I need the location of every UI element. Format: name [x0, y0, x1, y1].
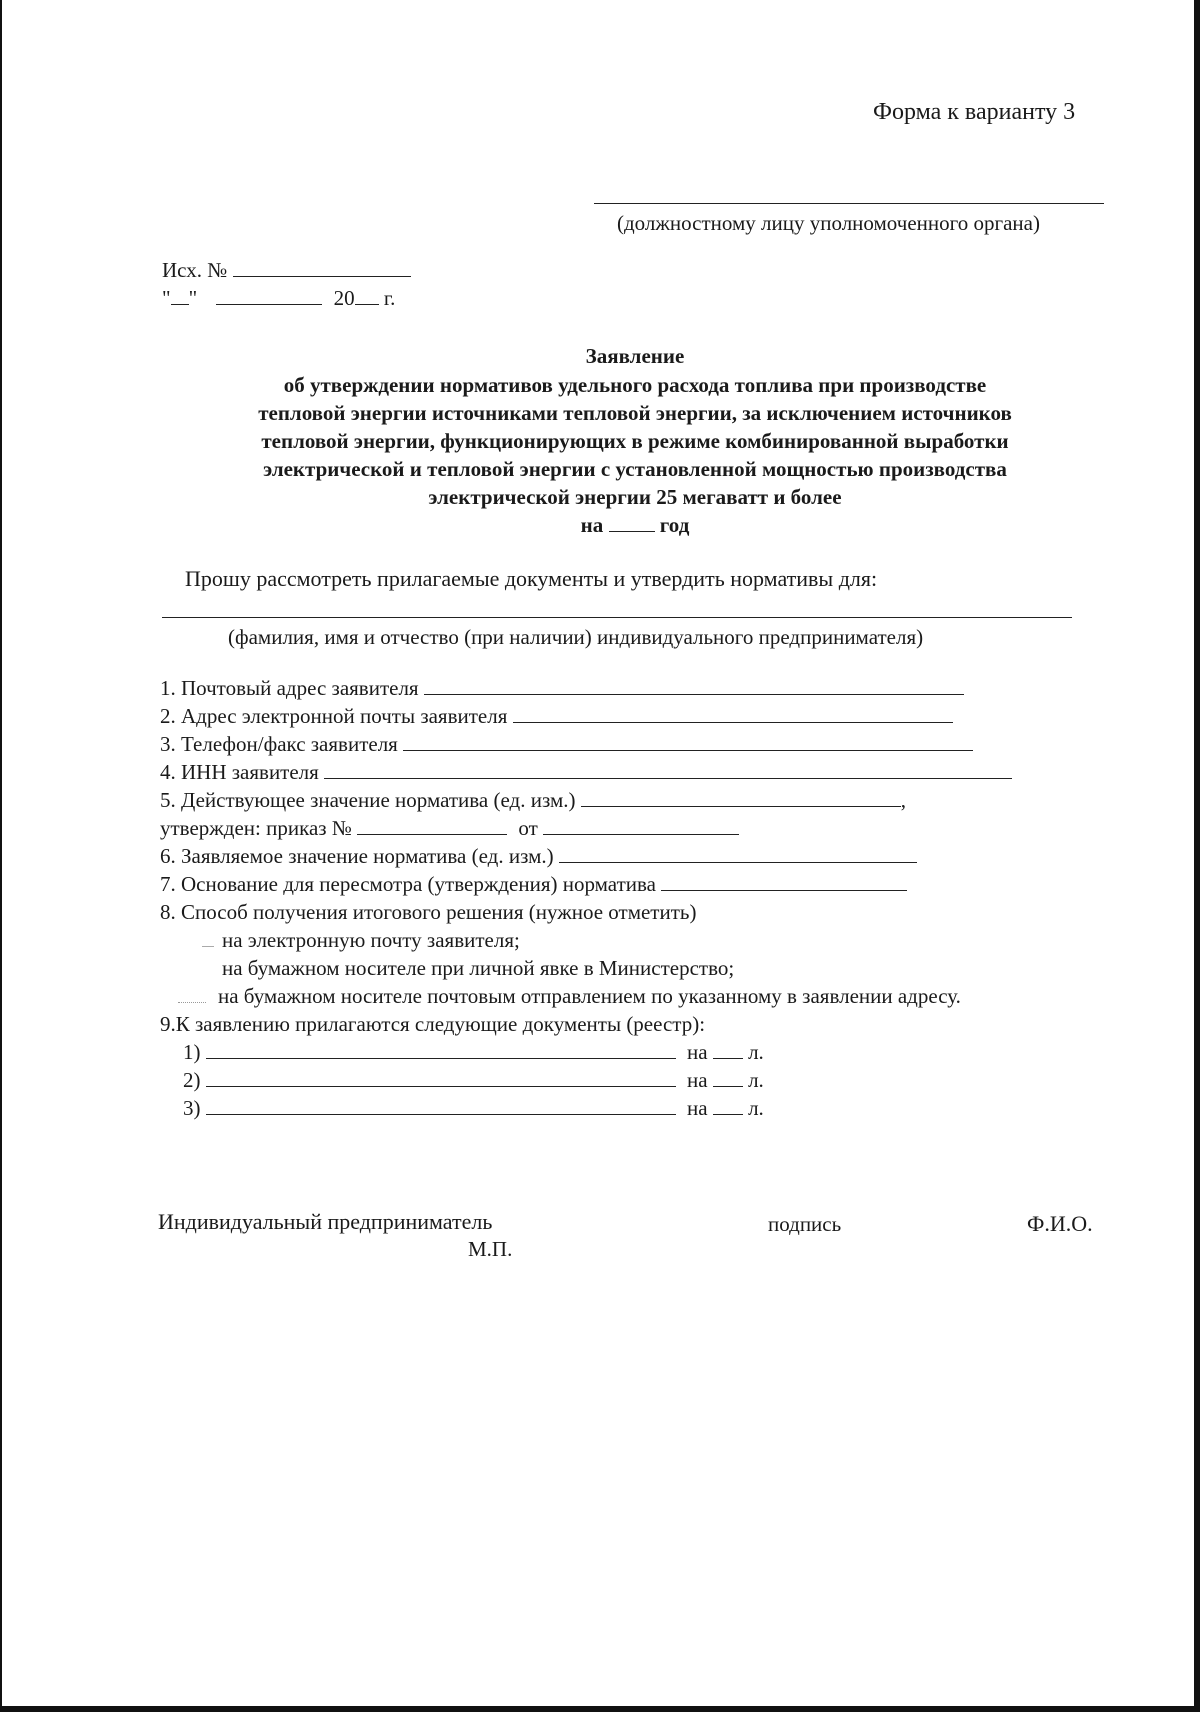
item-4-label: 4. ИНН заявителя: [160, 760, 319, 784]
item-email: [160, 704, 953, 728]
doc-number: 1): [183, 1040, 201, 1064]
signature-entrepreneur: Индивидуальный предприниматель: [158, 1209, 493, 1234]
scan-border-bottom: [0, 1706, 1200, 1712]
date-month-field[interactable]: [216, 286, 322, 305]
item-phone: [160, 732, 973, 756]
item-5-label: 5. Действующее значение норматива (ед. изм.): [160, 788, 576, 812]
title-year-field[interactable]: [609, 513, 655, 532]
doc-pages-suffix: л.: [748, 1040, 764, 1064]
basis-field[interactable]: [661, 872, 907, 891]
option-in-person-checkbox[interactable]: [202, 962, 214, 975]
option-post-label: на бумажном носителе почтовым отправлением по указанному в заявлении адресу.: [218, 984, 961, 1008]
item-current-norm: [160, 788, 906, 812]
option-post[interactable]: [178, 984, 961, 1008]
option-email-label: на электронную почту заявителя;: [222, 928, 520, 952]
date-year-suffix: г.: [383, 286, 396, 310]
item-inn: [160, 760, 1012, 784]
title-year-line: [150, 512, 1120, 539]
doc-name-field[interactable]: [206, 1068, 676, 1087]
request-text: Прошу рассмотреть прилагаемые документы и утвердить нормативы для:: [185, 566, 878, 591]
addressee-caption: (должностному лицу уполномоченного органа): [617, 211, 1040, 235]
scan-border-right: [1194, 0, 1200, 1712]
option-email-checkbox[interactable]: [202, 934, 214, 947]
doc-pages-field[interactable]: [713, 1068, 743, 1087]
phone-field[interactable]: [403, 732, 973, 751]
postal-address-field[interactable]: [424, 676, 964, 695]
date-quote-open: ": [162, 286, 171, 310]
doc-row: [183, 1040, 764, 1064]
option-in-person-label: на бумажном носителе при личной явке в Министерство;: [222, 956, 735, 980]
current-norm-field[interactable]: [581, 788, 901, 807]
signature-fio: Ф.И.О.: [1027, 1211, 1093, 1236]
doc-pages-suffix: л.: [748, 1096, 764, 1120]
item-7-label: 7. Основание для пересмотра (утверждения) норматива: [160, 872, 656, 896]
item-6-label: 6. Заявляемое значение норматива (ед. изм.): [160, 844, 554, 868]
doc-row: [183, 1068, 764, 1092]
doc-pages-prefix: на: [687, 1040, 708, 1064]
order-number-field[interactable]: [357, 816, 507, 835]
email-field[interactable]: [513, 704, 953, 723]
doc-number: 2): [183, 1068, 201, 1092]
title-year-suffix: год: [659, 513, 690, 537]
declared-norm-field[interactable]: [559, 844, 917, 863]
date-year-field[interactable]: [355, 286, 379, 305]
item-declared-norm: [160, 844, 917, 868]
title-line-3: тепловой энергии, функционирующих в режиме комбинированной выработки: [261, 429, 1009, 453]
item-3-label: 3. Телефон/факс заявителя: [160, 732, 398, 756]
title-line-5: электрической энергии 25 мегаватт и более: [428, 485, 842, 509]
outgoing-number-field[interactable]: [233, 258, 411, 277]
item-basis: [160, 872, 907, 896]
item-order: [160, 816, 739, 840]
outgoing-number: [162, 258, 411, 282]
title-year-prefix: на: [580, 513, 604, 537]
item-documents: 9.К заявлению прилагаются следующие документы (реестр):: [160, 1012, 706, 1036]
doc-pages-suffix: л.: [748, 1068, 764, 1092]
doc-name-field[interactable]: [206, 1040, 676, 1059]
scan-border-left: [0, 0, 2, 1712]
title-line-2: тепловой энергии источниками тепловой энергии, за исключением источников: [258, 401, 1012, 425]
date-day-field[interactable]: [171, 286, 189, 305]
entrepreneur-name-line[interactable]: [162, 617, 1072, 618]
date-year-prefix: 20: [333, 286, 355, 310]
signature-sign: подпись: [768, 1212, 842, 1236]
outgoing-number-label: Исх. №: [162, 258, 228, 282]
signature-stamp: М.П.: [468, 1237, 513, 1261]
option-email[interactable]: [202, 928, 520, 952]
title-line-4: электрической и тепловой энергии с установленной мощностью производства: [263, 457, 1007, 481]
outgoing-date: [162, 286, 395, 310]
entrepreneur-caption: (фамилия, имя и отчество (при наличии) индивидуального предпринимателя): [228, 625, 924, 649]
item-5-comma: ,: [900, 788, 906, 812]
doc-pages-field[interactable]: [713, 1040, 743, 1059]
doc-pages-field[interactable]: [713, 1096, 743, 1115]
doc-number: 3): [183, 1096, 201, 1120]
date-quote-close: ": [188, 286, 198, 310]
item-receipt-method: 8. Способ получения итогового решения (нужное отметить): [160, 900, 697, 924]
order-date-field[interactable]: [543, 816, 739, 835]
item-1-label: 1. Почтовый адрес заявителя: [160, 676, 419, 700]
inn-field[interactable]: [324, 760, 1012, 779]
doc-pages-prefix: на: [687, 1096, 708, 1120]
order-label: утвержден: приказ №: [160, 816, 352, 840]
title-heading: Заявление: [585, 344, 685, 368]
option-in-person[interactable]: [202, 956, 734, 980]
title-line-1: об утверждении нормативов удельного расхода топлива при производстве: [283, 373, 987, 397]
doc-name-field[interactable]: [206, 1096, 676, 1115]
option-post-checkbox[interactable]: [178, 990, 206, 1003]
item-postal-address: [160, 676, 964, 700]
item-2-label: 2. Адрес электронной почты заявителя: [160, 704, 508, 728]
addressee-line: [594, 203, 1104, 204]
order-from-label: от: [518, 816, 538, 840]
doc-pages-prefix: на: [687, 1068, 708, 1092]
doc-row: [183, 1096, 764, 1120]
form-label: Форма к варианту 3: [873, 99, 1076, 125]
